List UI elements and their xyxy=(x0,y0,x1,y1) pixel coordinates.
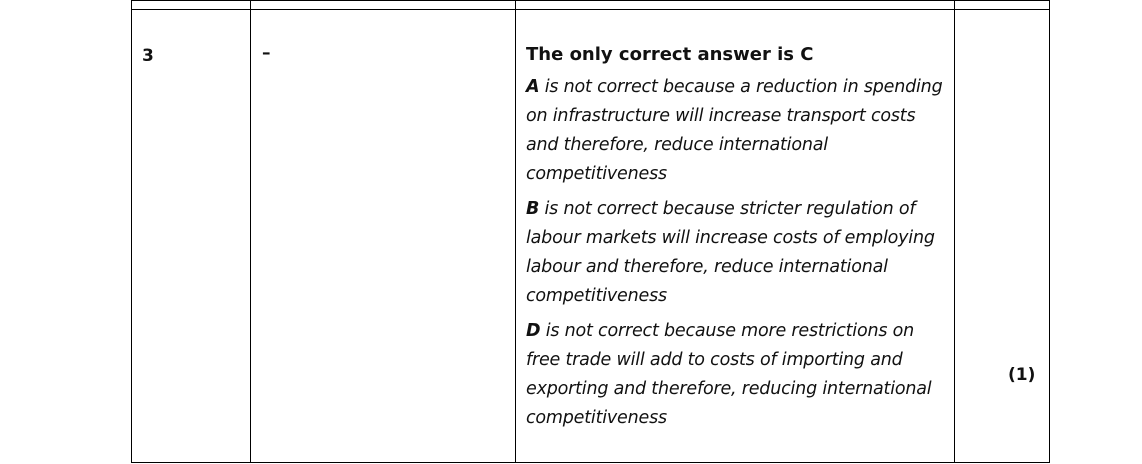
reason-a xyxy=(526,73,948,189)
answer-heading: The only correct answer is C xyxy=(526,44,814,65)
marks-cell xyxy=(955,10,1050,463)
question-row xyxy=(132,10,1050,463)
option-d-label: D xyxy=(526,321,541,341)
mark-scheme-table xyxy=(131,0,1050,463)
reason-d xyxy=(526,317,948,433)
reason-b xyxy=(526,195,948,311)
reason-d-text: is not correct because more restrictions on free trade will add to costs of importing and exporting and therefore, reducing international competitiveness xyxy=(526,321,932,428)
reason-a-text: is not correct because a reduction in spending on infrastructure will increase transport costs and therefore, reduce international competitiveness xyxy=(526,77,943,184)
marks-value: (1) xyxy=(1008,365,1036,385)
reason-b-text: is not correct because stricter regulation of labour markets will increase costs of employing labour and therefore, reduce international competitiveness xyxy=(526,199,935,306)
option-b-label: B xyxy=(526,199,540,219)
option-a-label: A xyxy=(526,77,540,97)
question-subpart: – xyxy=(251,10,516,463)
answer-cell xyxy=(516,10,955,463)
previous-row-end xyxy=(132,1,1050,10)
question-number: 3 xyxy=(132,10,251,463)
